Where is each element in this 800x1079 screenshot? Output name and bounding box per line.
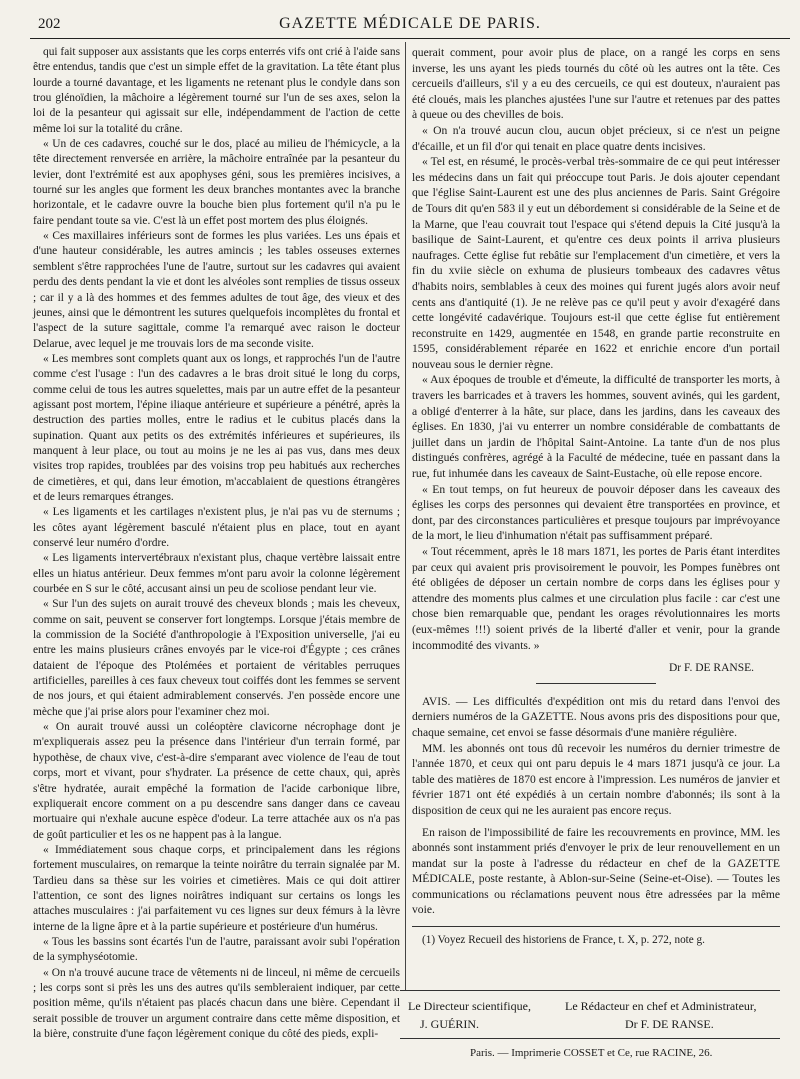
paragraph: « Tout récemment, après le 18 mars 1871, les portes de Paris étant interdites par ceux qui avaient pris provisoirement le pouvoir, les Pompes funèbres ont été obligées de déposer un certain nombre de corps dans les églises pour y attendre des moments plus calmes et une circulation plus facile : car c'est une chose bien remarquable que, pendant les orages révolutionnaires les morts (eux-mêmes !!!) soient privés de la liberté d'aller et venir, pour la grande incommodité des vivants. » (412, 545, 780, 652)
paragraph: qui fait supposer aux assistants que les corps enterrés vifs ont crié à l'aide sans être entendus, tandis que c'est un simple effet de la gravitation. La tête étant plus lourde a tourné davantage, et les ligaments ne retenant plus le condyle dans son trou glénoïdien, la mâchoire a légèrement tourné sur l'un de ses axes, selon la loi de la pesanteur qui agissait sur elle, indépendamment de l'action de cette même loi sur la totalité du crâne. (33, 46, 400, 135)
paragraph: « Tel est, en résumé, le procès-verbal très-sommaire de ce qui peut intéresser les médecins dans un fait qui préoccupe tout Paris. Je dois ajouter cependant que l'église Saint-Laurent est une des plus anciennes de Paris. Saint Grégoire de Tours dit qu'en 583 il y eut un débordement si considérable de la Seine et de la Marne, que l'eau couvrait tout l'espace qui s'étend depuis la Cité jusqu'à la basilique de Saint-Laurent, et qu'entre ces deux points il arriva plusieurs naufrages. Cette église fut rebâtie sur l'emplacement d'un cimetière, et vers la fin du xviie siècle on exhuma de plusieurs tombeaux des cadavres vêtus d'habits noirs, semblables à ceux des moines qui furent jugés alors avoir neuf cents ans d'antiquité (1). Je ne relève pas ce qu'il peut y avoir d'exagéré dans cette longévité cadavérique. Toujours est-il que cette église fut entièrement reconstruite en 1429, augmentée en 1548, en grande partie reconstruite en 1595, considérablement réparée en 1622 et enrichie encore d'un portail nouveau sous le dernier règne. (412, 155, 780, 371)
article-signature: Dr F. DE RANSE. (668, 662, 754, 675)
journal-title: GAZETTE MÉDICALE DE PARIS. (279, 15, 541, 32)
footer-signatures (0, 993, 800, 1033)
footer-rule (400, 990, 780, 991)
section-divider (536, 683, 656, 684)
paragraph: « En tout temps, on fut heureux de pouvoir déposer dans les caveaux des églises les corps des personnes qui devaient être transportées en province, et dont, par des circonstances particulières et presque toujours par imprévoyance de la mort, le lieu d'inhumation n'était pas suffisamment préparé. (412, 482, 780, 543)
page-number: 202 (38, 16, 61, 32)
paragraph: « On n'a trouvé aucune trace de vêtements ni de linceul, ni même de cercueils ; les corps sont si près les uns des autres qu'ils sembleraient indiquer, par cette position même, qu'ils n'étaient pas placés chacun dans une bière. Cependant il serait possible de trouver un argument contraire dans cette même disposition, et la bière, construite d'une façon légèrement conique du côté des pieds, expli- (33, 966, 400, 1040)
paragraph: « Sur l'un des sujets on aurait trouvé des cheveux blonds ; mais les cheveux, comme on sait, peuvent se conserver fort longtemps. Lorsque j'étais membre de la commission de la Société d'anthropologie à l'Exposition universelle, j'ai eu entre les mains plusieurs crânes envoyés par le vice-roi d'Égypte ; ces crânes dataient de l'époque des Ptolémées et portaient de véritables perruques artificielles, pareilles à ces faux cheveux tout coiffés dont les femmes se servent de nos jours, et qui étaient admirablement conservés. J'en possède encore une mèche que j'ai prise alors pour l'examiner chez moi. (33, 598, 400, 718)
editor-title: Le Rédacteur en chef et Administrateur, (565, 999, 757, 1013)
notice-paragraph: AVIS. — Les difficultés d'expédition ont mis du retard dans l'envoi des derniers numéros de la GAZETTE. Nous avons pris des dispositions pour que, chaque semaine, cet envoi se fasse désormais d'une manière régulière. (412, 694, 780, 739)
notice-paragraph: En raison de l'impossibilité de faire les recouvrements en province, MM. les abonnés sont instamment priés d'envoyer le prix de leur renouvellement en un mandat sur la poste à l'adresse du rédacteur en chef de la GAZETTE MÉDICALE, poste restante, à Ablon-sur-Seine (Seine-et-Oise). — Toutes les communications ou réclamations peuvent nous être adressées par la même voie. (412, 825, 780, 917)
paragraph: « Aux époques de trouble et d'émeute, la difficulté de transporter les morts, à travers les barricades et à travers les hommes, souvent avinés, qui les gardent, a obligé d'enterrer à la hâte, sur place, dans les jardins, dans les caveaux des églises. En 1830, j'ai vu enterrer un nombre considérable de combattants de juillet dans un jardin de l'hôpital Saint-Antoine. La tante d'un de nos plus distingués confrères, agrégé à la Faculté de médecine, tuée en passant dans la rue, fut inhumée dans les caveaux de Saint-Eustache, où elle repose encore. (412, 373, 780, 481)
column-divider (405, 42, 406, 990)
right-column (412, 45, 780, 949)
paragraph: « Les membres sont complets quant aux os longs, et rapprochés l'un de l'autre comme c'est l'usage : l'un des cadavres a le bras droit situé le long du corps, comme celui de tous les autres squelettes, mais par un autre effet de la pesanteur agissant post mortem, l'épine iliaque antérieure et supérieure a pénétré, après la destruction des parties molles, entre le radius et le cubitus placés dans la supination. Quant aux petits os des extrémités inférieures et supérieures, ils manquent à leur place, ou tout au moins je ne les ai pas vus, dans mes deux visites trop rapides, troublées par des voisins trop peu habitués aux recherches de cimetières, et qui, dans leur émotion, m'accablaient de questions étrangères et de leurs remarques étranges. (33, 352, 400, 503)
paragraph: « Tous les bassins sont écartés l'un de l'autre, paraissant avoir subi l'opération de la symphyséotomie. (33, 935, 400, 964)
paragraph: « Les ligaments et les cartilages n'existent plus, je n'ai pas vu de sternums ; les côtes ayant légèrement basculé n'étaient plus en place, tout en ayant conservé leur numéro d'ordre. (33, 506, 400, 549)
printer-imprint: Paris. — Imprimerie COSSET et Ce, rue RACINE, 26. (470, 1047, 713, 1059)
paragraph: « On aurait trouvé aussi un coléoptère clavicorne nécrophage dont je m'expliquerais assez peu la présence dans l'intérieur d'un terrain formé, par hypothèse, de chaux vive, c'est-à-dire s'emparant avec violence de l'eau de tout corps, mort et vivant, pour s'hydrater. La présence de cette chaux, qui, après s'être hydratée, aurait empêché la formation de l'acide carbonique libre, expliquerait encore comment on a pu descendre sans danger dans ce caveau mortuaire qui n'exhale aucune espèce d'odeur. La terre attachée aux os n'a pas de goût particulier et les os ne happent pas à la langue. (33, 721, 400, 841)
paragraph: « On n'a trouvé aucun clou, aucun objet précieux, si ce n'est un peigne d'écaille, et un fil d'or qui tenait en place quatre dents incisives. (412, 123, 780, 153)
footer-rule (400, 1038, 780, 1039)
editor-name: Dr F. DE RANSE. (625, 1017, 714, 1031)
director-title: Le Directeur scientifique, (408, 999, 531, 1013)
paragraph: « Immédiatement sous chaque corps, et principalement dans les régions fortement musculaires, on remarque la teinte noirâtre du terrain signalée par M. Tardieu dans sa thèse sur les voiries et cimetières. Mais ce qui doit attirer l'attention, ce sont des lignes noirâtres indiquant sur certains os longs les attaches musculaires : j'ai parfaitement vu ces lignes sur deux fémurs à la lèvre interne de la ligne âpre et à la partie supérieure et postérieure d'un humérus. (33, 843, 400, 933)
left-column (33, 45, 400, 1042)
footnote-divider (412, 926, 780, 927)
paragraph: « Ces maxillaires inférieurs sont de formes les plus variées. Les uns épais et d'une hauteur considérable, les autres amincis ; les tables osseuses externes semblent s'être rapprochées l'une de l'autre, surtout sur les cadavres qui avaient perdu des dents pendant la vie et dont les alvéoles sont remplies de tissus osseux ; car il y a là des hommes et des femmes adultes de tout âge, des vieux et des jeunes, ainsi que le démontrent les sutures quelquefois incomplètes du frontal et l'aspect de la suture sagittale, comme l'a remarqué avec raison le docteur Delarue, avec lequel je me trouvais lors de ma seconde visite. (33, 230, 400, 350)
page-header (30, 12, 790, 39)
paragraph: « Les ligaments intervertébraux n'existant plus, chaque vertèbre laissait entre elles un hiatus antérieur. Deux femmes m'ont paru avoir la colonne légèrement courbée en S sur le côté, accusant ainsi un peu de scoliose pendant leur vie. (33, 552, 400, 596)
paragraph: querait comment, pour avoir plus de place, on a rangé les corps en sens inverse, les uns ayant les pieds tournés du côté où les autres ont la tête. Ces cercueils d'ailleurs, s'il y a eu des cercueils, ce qui est douteux, n'auraient pas été cloués, mais les planches ajustées l'une sur l'autre et retenues par des pattes à queue ou des chevilles de bois. (412, 46, 780, 122)
director-name: J. GUÉRIN. (420, 1017, 479, 1031)
paragraph: « Un de ces cadavres, couché sur le dos, placé au milieu de l'hémicycle, a la tête directement renversée en arrière, la mâchoire entraînée par la pesanteur du levier, dont l'extrémité est aux apophyses géni, sous les premières incisives, a tourné sur les angles que forment les deux branches montantes avec la branche horizontale, et le cadavre ouvre la bouche bien plus fortement qu'il n'a pu le faire pendant toute sa vie. C'est là un effet post mortem des plus éloignés. (33, 138, 400, 227)
notice-paragraph: MM. les abonnés ont tous dû recevoir les numéros du dernier trimestre de l'année 1870, et ceux qui ont paru depuis le 4 mars 1871 jusqu'à ce jour. La table des matières de 1870 est encore à l'impression. Les numéros de janvier et février 1871 ont été expédiés à un certain nombre d'abonnés; ils sont à la disposition de ceux qui ne les auraient pas encore reçus. (412, 741, 780, 817)
footnote: (1) Voyez Recueil des historiens de France, t. X, p. 272, note g. (422, 934, 705, 947)
